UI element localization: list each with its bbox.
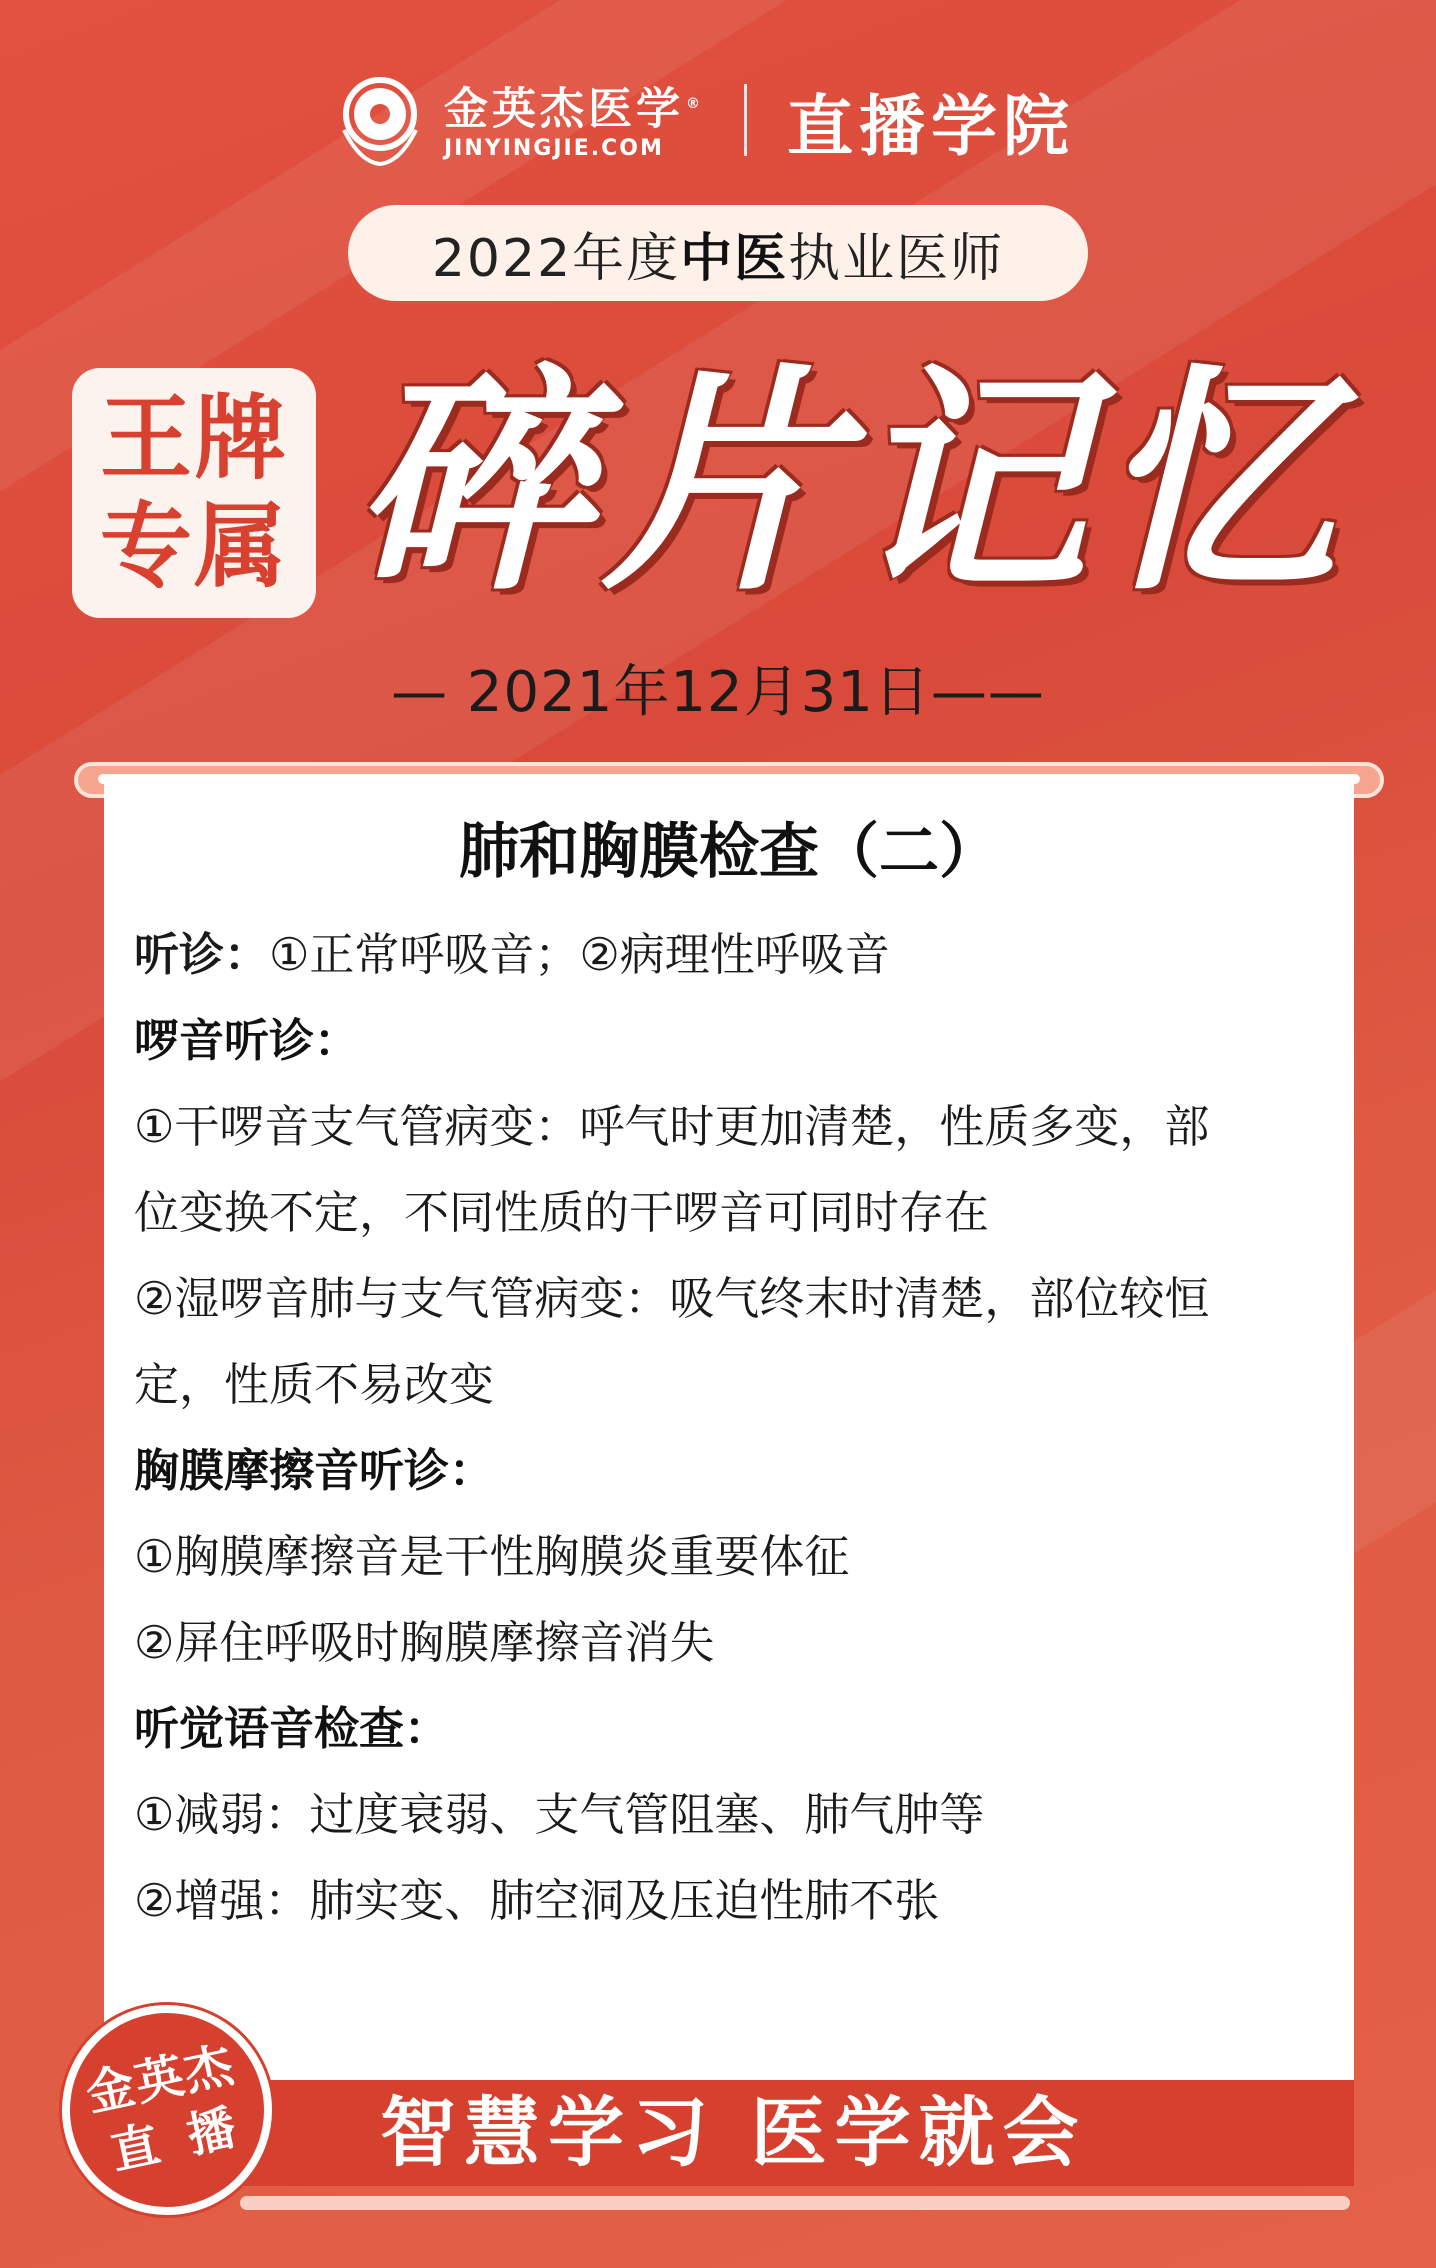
content-line: 定，性质不易改变 — [134, 1358, 495, 1411]
content-line — [134, 912, 1324, 998]
logo-divider — [744, 84, 747, 156]
line-text: ①正常呼吸音；②病理性呼吸音 — [269, 928, 890, 981]
content-line: ①干啰音支气管病变：呼气时更加清楚，性质多变，部 — [134, 1100, 1210, 1153]
section-heading: 听觉语音检查： — [134, 1702, 450, 1755]
stamp-line-1: 金英杰 — [81, 2036, 240, 2123]
content-line: ②屏住呼吸时胸膜摩擦音消失 — [134, 1616, 715, 1669]
bottom-accent-line — [240, 2196, 1350, 2210]
logo-website: JINYINGJIE.COM — [444, 135, 664, 161]
stamp-line-2: 直播 — [105, 2093, 271, 2181]
section-heading: 啰音听诊： — [134, 1014, 360, 1067]
exam-year: 2022年度 — [431, 228, 681, 289]
content-line: ①减弱：过度衰弱、支气管阻塞、肺气肿等 — [134, 1788, 985, 1841]
logo-header — [330, 70, 1075, 170]
ace-exclusive-badge — [72, 368, 316, 618]
line-label: 听诊： — [134, 928, 270, 981]
exam-type: 执业医师 — [788, 228, 1005, 289]
logo-brand-name: 金英杰医学 ® — [444, 83, 704, 135]
registered-mark: ® — [686, 96, 704, 113]
content-line: ②增强：肺实变、肺空洞及压迫性肺不张 — [134, 1874, 940, 1927]
academy-name: 直播学院 — [787, 87, 1075, 165]
date-line: — 2021年12月31日—— — [391, 660, 1045, 725]
logo-text — [444, 78, 704, 162]
badge-line-2: 专属 — [99, 493, 288, 600]
slogan: 智慧学习 医学就会 — [380, 2088, 1087, 2177]
content-line: ①胸膜摩擦音是干性胸膜炎重要体征 — [134, 1530, 850, 1583]
content-line: ②湿啰音肺与支气管病变：吸气终末时清楚，部位较恒 — [134, 1272, 1210, 1325]
badge-line-1: 王牌 — [99, 385, 288, 492]
exam-field: 中医 — [680, 228, 789, 289]
main-title: 碎片记忆 — [354, 346, 1346, 623]
card-title: 肺和胸膜检查（二） — [459, 817, 999, 887]
exam-year-pill — [348, 205, 1088, 301]
section-heading: 胸膜摩擦音听诊： — [134, 1444, 495, 1497]
content-line: 位变换不定，不同性质的干啰音可同时存在 — [134, 1186, 990, 1239]
jinyingjie-logo-icon — [330, 70, 430, 170]
content-card — [104, 782, 1354, 2082]
